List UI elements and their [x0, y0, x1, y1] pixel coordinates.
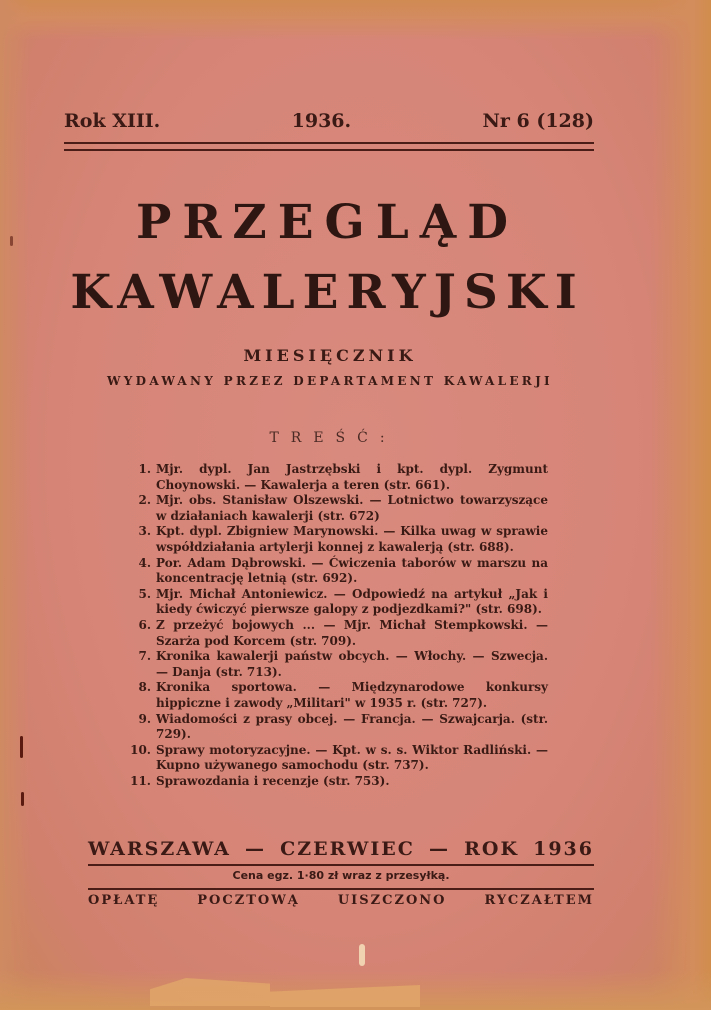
publisher-label: WYDAWANY PRZEZ DEPARTAMENT KAWALERJI	[107, 374, 553, 388]
toc-number: 11.	[130, 773, 151, 788]
issue-header	[64, 110, 594, 132]
masthead-line-2: KAWALERYJSKI	[70, 265, 585, 320]
toc-text: Mjr. Michał Antoniewicz. — Odpowiedź na artykuł „Jak i kiedy ćwiczyć pierwsze galopy z podjezdkami?" (str. 698).	[156, 586, 548, 617]
toc-item	[128, 649, 548, 680]
toc-item	[128, 712, 548, 743]
price-label: Cena egz. 1·80 zł wraz z przesyłką.	[232, 869, 450, 882]
issue-number: Nr 6 (128)	[482, 110, 594, 132]
toc-number: 7.	[138, 649, 151, 664]
postage-notice: OPŁATĘ POCZTOWĄ UISZCZONO RYCZAŁTEM	[88, 893, 594, 908]
contents-heading: TREŚĆ:	[269, 430, 397, 446]
footer-rule-top	[88, 864, 594, 866]
aged-edge-right	[651, 0, 711, 1010]
toc-item	[128, 524, 548, 555]
table-of-contents	[128, 462, 548, 789]
toc-text: Kronika sportowa. — Międzynarodowe konkursy hippiczne i zawody „Militari" w 1935 r. (str. 727).	[156, 680, 548, 710]
toc-text: Z przeżyć bojowych ... — Mjr. Michał Stempkowski. — Szarża pod Korcem (str. 709).	[156, 617, 548, 648]
toc-text: Kpt. dypl. Zbigniew Marynowski. — Kilka uwag w sprawie współdziałania artylerji konnej z kawalerją (str. 688).	[156, 524, 548, 554]
footer-rule-bottom	[88, 888, 594, 890]
toc-item	[128, 774, 548, 790]
toc-text: Por. Adam Dąbrowski. — Ćwiczenia taborów w marszu na koncentrację letnią (str. 692).	[156, 555, 548, 586]
aged-edge-left	[0, 0, 30, 1010]
toc-number: 9.	[138, 711, 151, 726]
toc-number: 3.	[138, 524, 151, 539]
toc-number: 2.	[138, 493, 151, 508]
toc-text: Kronika kawalerji państw obcych. — Włochy. — Szwecja. — Danja (str. 713).	[156, 649, 548, 679]
masthead-line-1: PRZEGLĄD	[136, 195, 519, 250]
toc-number: 4.	[138, 555, 151, 570]
toc-text: Mjr. obs. Stanisław Olszewski. — Lotnictwo towarzyszące w działaniach kawalerji (str. 672)	[156, 493, 548, 523]
toc-item	[128, 587, 548, 618]
toc-item	[128, 618, 548, 649]
header-rule-top	[64, 142, 594, 144]
toc-text: Wiadomości z prasy obcej. — Francja. — Szwajcarja. (str. 729).	[156, 711, 548, 742]
frequency-label: MIESIĘCZNIK	[243, 346, 417, 365]
ink-mark	[20, 736, 23, 758]
toc-item	[128, 556, 548, 587]
toc-item	[128, 743, 548, 774]
aged-edge-top	[0, 0, 711, 40]
toc-number: 6.	[138, 617, 151, 632]
toc-text: Mjr. dypl. Jan Jastrzębski i kpt. dypl. Zygmunt Choynowski. — Kawalerja a teren (str. 661).	[156, 462, 548, 492]
toc-item	[128, 462, 548, 493]
toc-number: 10.	[130, 742, 151, 757]
toc-item	[128, 680, 548, 711]
year-label: 1936.	[291, 110, 352, 132]
toc-number: 8.	[138, 680, 151, 695]
toc-text: Sprawy motoryzacyjne. — Kpt. w s. s. Wiktor Radliński. — Kupno używanego samochodu (str. 737).	[156, 742, 548, 773]
toc-number: 1.	[138, 462, 151, 476]
toc-text: Sprawozdania i recenzje (str. 753).	[156, 773, 390, 788]
toc-number: 5.	[138, 586, 151, 601]
paper-nick	[359, 944, 365, 966]
volume-label: Rok XIII.	[64, 110, 161, 132]
toc-item	[128, 493, 548, 524]
header-rule-bottom	[64, 149, 594, 151]
place-and-date: WARSZAWA — CZERWIEC — ROK 1936	[88, 838, 594, 860]
ink-mark	[21, 792, 24, 806]
